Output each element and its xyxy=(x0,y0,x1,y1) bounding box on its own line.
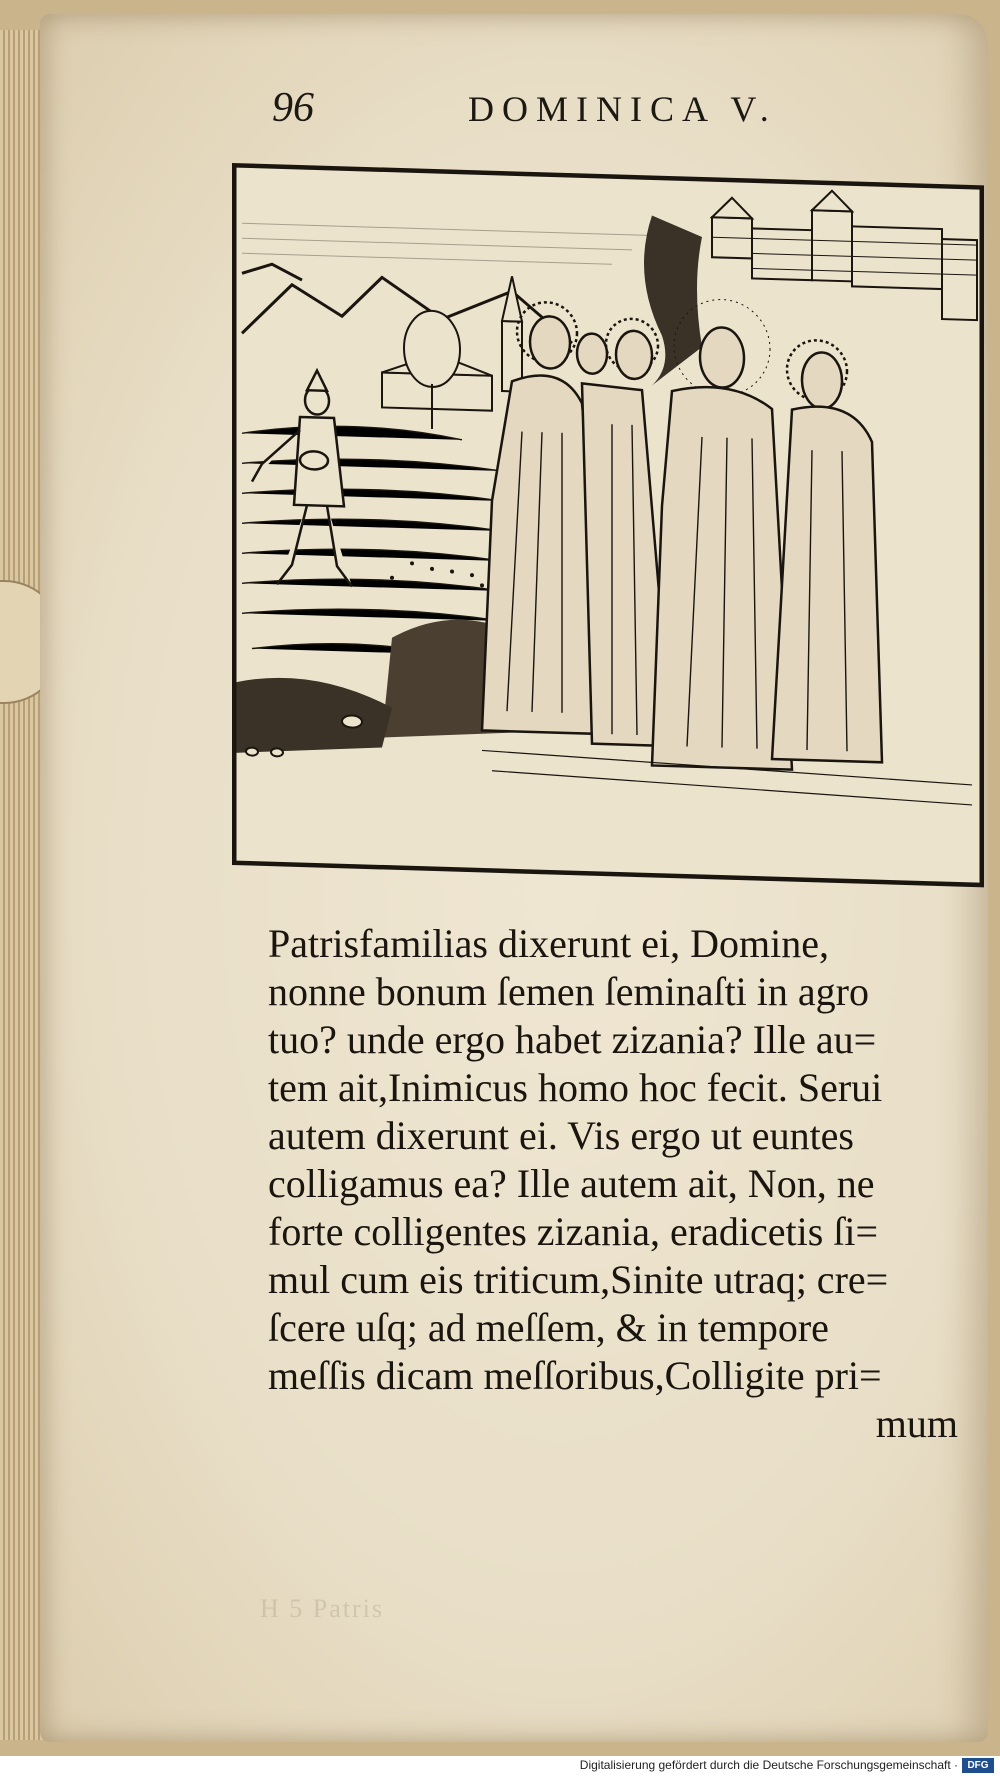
text-line: autem dixerunt ei. Vis ergo ut euntes xyxy=(268,1113,854,1158)
text-line: meſſis dicam meſſoribus,Colligite pri= xyxy=(268,1353,882,1398)
running-head: DOMINICA V. xyxy=(468,89,777,129)
woodcut-illustration xyxy=(232,163,984,887)
text-line: tuo? unde ergo habet zizania? Ille au= xyxy=(268,1017,877,1062)
text-line: nonne bonum ſemen ſeminaſti in agro xyxy=(268,969,869,1014)
running-header xyxy=(272,84,872,134)
page-number: 96 xyxy=(272,85,314,131)
dfg-logo-icon: DFG xyxy=(962,1758,994,1773)
text-line: ſcere uſq; ad meſſem, & in tempore xyxy=(268,1305,829,1350)
footer xyxy=(0,1756,1000,1776)
text-line: Patrisfamilias dixerunt ei, Domine, xyxy=(268,921,829,966)
text-line: colligamus ea? Ille autem ait, Non, ne xyxy=(268,1161,875,1206)
text-line: tem ait,Inimicus homo hoc fecit. Serui xyxy=(268,1065,883,1110)
text-line: mul cum eis triticum,Sinite utraq; cre= xyxy=(268,1257,889,1302)
footer-credit: Digitalisierung gefördert durch die Deutsche Forschungsgemeinschaft · xyxy=(579,1758,958,1772)
body-text xyxy=(268,920,988,1448)
bleed-through: H 5 Patris xyxy=(260,1594,384,1623)
woodcut-svg xyxy=(232,163,984,887)
text-line: forte colligentes zizania, eradicetis ſi= xyxy=(268,1209,879,1254)
catchword: mum xyxy=(875,1401,958,1446)
page-edges xyxy=(0,30,45,1740)
